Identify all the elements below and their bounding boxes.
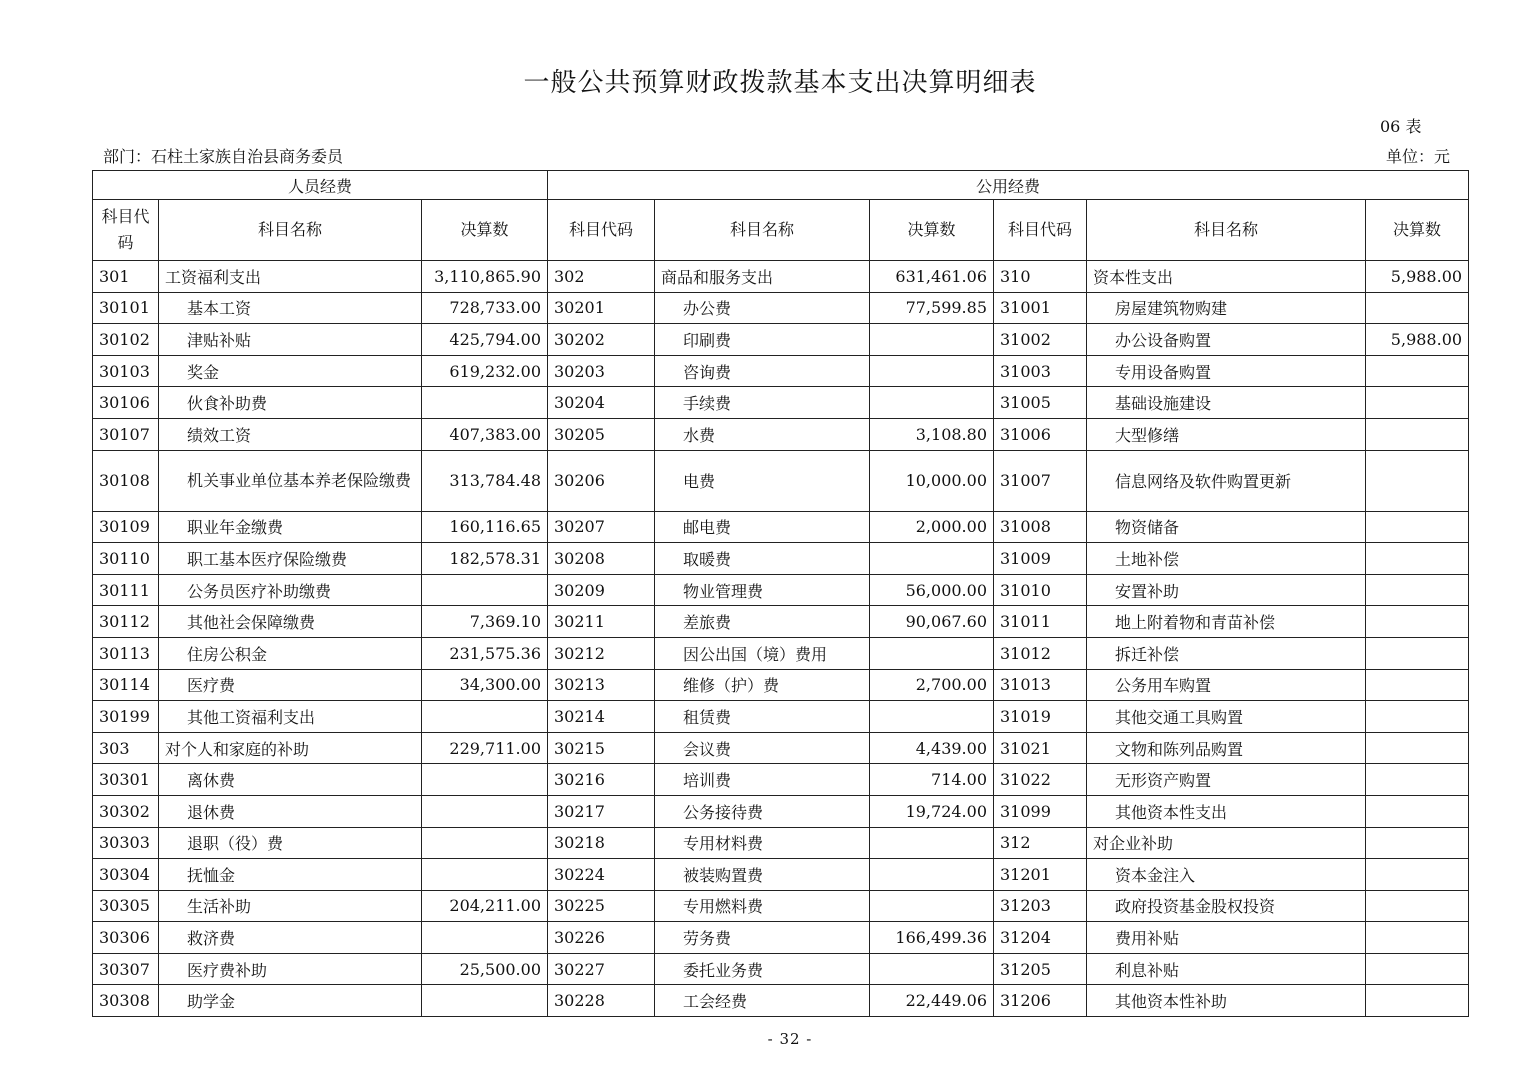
cell-name-a: 其他工资福利支出	[159, 701, 422, 733]
cell-name-c: 房屋建筑物购建	[1087, 292, 1366, 324]
cell-amount-c	[1366, 355, 1469, 387]
cell-code-c: 31206	[994, 985, 1087, 1017]
cell-name-b: 专用燃料费	[655, 890, 870, 922]
cell-code-b: 30215	[548, 732, 655, 764]
table-row	[93, 985, 1469, 1017]
cell-name-c: 资本金注入	[1087, 859, 1366, 891]
cell-code-b: 30205	[548, 418, 655, 450]
cell-code-b: 30218	[548, 827, 655, 859]
cell-code-c: 31008	[994, 511, 1087, 543]
cell-code-a: 30112	[93, 606, 159, 638]
cell-name-a: 奖金	[159, 355, 422, 387]
cell-amount-a: 728,733.00	[422, 292, 548, 324]
cell-name-b: 委托业务费	[655, 953, 870, 985]
cell-code-b: 30227	[548, 953, 655, 985]
cell-amount-b: 3,108.80	[870, 418, 994, 450]
cell-name-c: 大型修缮	[1087, 418, 1366, 450]
cell-amount-b	[870, 701, 994, 733]
cell-code-a: 30307	[93, 953, 159, 985]
cell-amount-a: 407,383.00	[422, 418, 548, 450]
cell-name-a: 退休费	[159, 795, 422, 827]
cell-amount-c	[1366, 669, 1469, 701]
cell-amount-a: 231,575.36	[422, 637, 548, 669]
table-row	[93, 764, 1469, 796]
cell-code-b: 30201	[548, 292, 655, 324]
cell-code-a: 30113	[93, 637, 159, 669]
cell-name-a: 职业年金缴费	[159, 511, 422, 543]
cell-code-b: 30224	[548, 859, 655, 891]
cell-amount-c	[1366, 701, 1469, 733]
cell-code-b: 30228	[548, 985, 655, 1017]
cell-code-b: 30226	[548, 922, 655, 954]
cell-amount-b: 10,000.00	[870, 450, 994, 511]
form-number: 06 表	[1380, 117, 1422, 136]
table-row	[93, 324, 1469, 356]
cell-amount-b: 714.00	[870, 764, 994, 796]
table-row	[93, 387, 1469, 419]
cell-code-a: 30108	[93, 450, 159, 511]
cell-amount-b	[870, 890, 994, 922]
cell-amount-a	[422, 827, 548, 859]
cell-name-b: 专用材料费	[655, 827, 870, 859]
table-row	[93, 827, 1469, 859]
cell-amount-c	[1366, 922, 1469, 954]
cell-name-c: 资本性支出	[1087, 261, 1366, 293]
page-number: - 32 -	[767, 1030, 813, 1048]
cell-amount-c	[1366, 637, 1469, 669]
cell-name-a: 津贴补贴	[159, 324, 422, 356]
cell-amount-b: 56,000.00	[870, 574, 994, 606]
table-row	[93, 606, 1469, 638]
table-row	[93, 859, 1469, 891]
cell-amount-a: 160,116.65	[422, 511, 548, 543]
cell-code-c: 31009	[994, 543, 1087, 575]
cell-amount-a: 204,211.00	[422, 890, 548, 922]
cell-amount-b: 631,461.06	[870, 261, 994, 293]
cell-name-a: 对个人和家庭的补助	[159, 732, 422, 764]
cell-amount-c	[1366, 764, 1469, 796]
cell-amount-b	[870, 324, 994, 356]
cell-name-a: 救济费	[159, 922, 422, 954]
cell-code-b: 30207	[548, 511, 655, 543]
cell-name-c: 无形资产购置	[1087, 764, 1366, 796]
cell-amount-c	[1366, 418, 1469, 450]
unit-label: 单位：元	[1386, 147, 1451, 166]
cell-amount-c	[1366, 953, 1469, 985]
cell-code-c: 312	[994, 827, 1087, 859]
cell-name-b: 工会经费	[655, 985, 870, 1017]
cell-name-c: 安置补助	[1087, 574, 1366, 606]
cell-amount-a: 3,110,865.90	[422, 261, 548, 293]
table-row	[93, 732, 1469, 764]
cell-amount-a: 7,369.10	[422, 606, 548, 638]
cell-code-c: 31022	[994, 764, 1087, 796]
cell-name-b: 印刷费	[655, 324, 870, 356]
table-row	[93, 418, 1469, 450]
table-row	[93, 511, 1469, 543]
cell-code-a: 30306	[93, 922, 159, 954]
cell-amount-b: 4,439.00	[870, 732, 994, 764]
cell-code-a: 30305	[93, 890, 159, 922]
cell-name-c: 基础设施建设	[1087, 387, 1366, 419]
cell-name-a: 机关事业单位基本养老保险缴费	[159, 450, 422, 511]
cell-code-b: 30203	[548, 355, 655, 387]
cell-name-a: 生活补助	[159, 890, 422, 922]
cell-name-b: 劳务费	[655, 922, 870, 954]
cell-code-c: 31021	[994, 732, 1087, 764]
expenditure-table	[92, 170, 1469, 1017]
table-row	[93, 637, 1469, 669]
cell-name-c: 政府投资基金股权投资	[1087, 890, 1366, 922]
table-row	[93, 543, 1469, 575]
cell-amount-c	[1366, 890, 1469, 922]
cell-amount-c	[1366, 859, 1469, 891]
cell-amount-a: 25,500.00	[422, 953, 548, 985]
cell-amount-a	[422, 701, 548, 733]
cell-code-a: 30304	[93, 859, 159, 891]
cell-code-b: 30209	[548, 574, 655, 606]
cell-name-b: 取暖费	[655, 543, 870, 575]
cell-code-c: 31204	[994, 922, 1087, 954]
cell-code-a: 30302	[93, 795, 159, 827]
cell-code-c: 31007	[994, 450, 1087, 511]
cell-amount-a	[422, 764, 548, 796]
cell-name-c: 公务用车购置	[1087, 669, 1366, 701]
cell-amount-c	[1366, 543, 1469, 575]
section-personnel: 人员经费	[93, 171, 548, 200]
cell-amount-b	[870, 827, 994, 859]
cell-name-b: 因公出国（境）费用	[655, 637, 870, 669]
cell-amount-b	[870, 543, 994, 575]
cell-amount-c: 5,988.00	[1366, 324, 1469, 356]
cell-code-a: 30199	[93, 701, 159, 733]
header-amount-b: 决算数	[870, 200, 994, 261]
cell-name-a: 医疗费补助	[159, 953, 422, 985]
cell-name-c: 对企业补助	[1087, 827, 1366, 859]
cell-code-c: 31003	[994, 355, 1087, 387]
cell-amount-a	[422, 387, 548, 419]
cell-name-c: 土地补偿	[1087, 543, 1366, 575]
header-amount-c: 决算数	[1366, 200, 1469, 261]
cell-code-b: 30225	[548, 890, 655, 922]
cell-code-a: 30102	[93, 324, 159, 356]
cell-code-c: 31006	[994, 418, 1087, 450]
cell-amount-a: 34,300.00	[422, 669, 548, 701]
cell-amount-c	[1366, 985, 1469, 1017]
cell-amount-b: 2,000.00	[870, 511, 994, 543]
cell-amount-a	[422, 985, 548, 1017]
header-code-a: 科目代码	[93, 200, 159, 261]
cell-amount-a	[422, 859, 548, 891]
cell-code-a: 30107	[93, 418, 159, 450]
header-name-a: 科目名称	[159, 200, 422, 261]
cell-code-a: 30106	[93, 387, 159, 419]
cell-code-a: 30308	[93, 985, 159, 1017]
header-code-b: 科目代码	[548, 200, 655, 261]
cell-amount-a	[422, 574, 548, 606]
cell-name-c: 利息补贴	[1087, 953, 1366, 985]
cell-amount-b	[870, 355, 994, 387]
table-row	[93, 922, 1469, 954]
cell-code-c: 31019	[994, 701, 1087, 733]
cell-amount-c	[1366, 387, 1469, 419]
cell-name-a: 住房公积金	[159, 637, 422, 669]
cell-name-c: 费用补贴	[1087, 922, 1366, 954]
cell-name-a: 伙食补助费	[159, 387, 422, 419]
cell-amount-b: 19,724.00	[870, 795, 994, 827]
cell-name-c: 拆迁补偿	[1087, 637, 1366, 669]
header-amount-a: 决算数	[422, 200, 548, 261]
cell-name-c: 其他交通工具购置	[1087, 701, 1366, 733]
cell-code-b: 30208	[548, 543, 655, 575]
cell-name-b: 水费	[655, 418, 870, 450]
table-row	[93, 450, 1469, 511]
cell-amount-a: 229,711.00	[422, 732, 548, 764]
table-row	[93, 261, 1469, 293]
cell-code-b: 30211	[548, 606, 655, 638]
cell-amount-b: 77,599.85	[870, 292, 994, 324]
cell-name-a: 绩效工资	[159, 418, 422, 450]
cell-amount-a: 182,578.31	[422, 543, 548, 575]
cell-name-a: 退职（役）费	[159, 827, 422, 859]
cell-name-a: 助学金	[159, 985, 422, 1017]
cell-amount-c	[1366, 795, 1469, 827]
cell-amount-b	[870, 637, 994, 669]
cell-amount-b: 22,449.06	[870, 985, 994, 1017]
cell-name-a: 抚恤金	[159, 859, 422, 891]
cell-code-b: 30213	[548, 669, 655, 701]
cell-amount-c	[1366, 606, 1469, 638]
cell-name-b: 维修（护）费	[655, 669, 870, 701]
cell-name-c: 文物和陈列品购置	[1087, 732, 1366, 764]
cell-code-c: 31002	[994, 324, 1087, 356]
cell-name-c: 办公设备购置	[1087, 324, 1366, 356]
cell-code-c: 31011	[994, 606, 1087, 638]
cell-name-b: 租赁费	[655, 701, 870, 733]
cell-code-c: 31013	[994, 669, 1087, 701]
cell-code-a: 30111	[93, 574, 159, 606]
cell-name-b: 公务接待费	[655, 795, 870, 827]
table-row	[93, 355, 1469, 387]
table-row	[93, 795, 1469, 827]
table-row	[93, 292, 1469, 324]
header-name-b: 科目名称	[655, 200, 870, 261]
cell-name-c: 其他资本性支出	[1087, 795, 1366, 827]
cell-code-b: 30217	[548, 795, 655, 827]
header-name-c: 科目名称	[1087, 200, 1366, 261]
cell-amount-b	[870, 859, 994, 891]
cell-name-b: 被装购置费	[655, 859, 870, 891]
cell-name-b: 培训费	[655, 764, 870, 796]
cell-code-a: 30301	[93, 764, 159, 796]
cell-code-c: 310	[994, 261, 1087, 293]
cell-name-a: 离休费	[159, 764, 422, 796]
cell-name-c: 地上附着物和青苗补偿	[1087, 606, 1366, 638]
cell-amount-c	[1366, 827, 1469, 859]
cell-amount-b: 2,700.00	[870, 669, 994, 701]
cell-name-b: 物业管理费	[655, 574, 870, 606]
cell-amount-a	[422, 795, 548, 827]
cell-code-a: 30303	[93, 827, 159, 859]
cell-code-b: 30204	[548, 387, 655, 419]
cell-name-a: 职工基本医疗保险缴费	[159, 543, 422, 575]
cell-code-c: 31001	[994, 292, 1087, 324]
cell-name-a: 公务员医疗补助缴费	[159, 574, 422, 606]
column-header-row	[93, 200, 1469, 261]
cell-amount-a: 425,794.00	[422, 324, 548, 356]
cell-code-c: 31012	[994, 637, 1087, 669]
cell-amount-c	[1366, 574, 1469, 606]
cell-amount-c	[1366, 511, 1469, 543]
cell-amount-c: 5,988.00	[1366, 261, 1469, 293]
table-row	[93, 669, 1469, 701]
department-label: 部门：石柱土家族自治县商务委员	[103, 147, 344, 166]
cell-code-b: 30216	[548, 764, 655, 796]
cell-amount-b: 90,067.60	[870, 606, 994, 638]
cell-code-b: 30206	[548, 450, 655, 511]
page-title: 一般公共预算财政拨款基本支出决算明细表	[523, 68, 1037, 98]
cell-name-a: 基本工资	[159, 292, 422, 324]
cell-code-c: 31203	[994, 890, 1087, 922]
section-header-row	[93, 171, 1469, 200]
cell-code-b: 302	[548, 261, 655, 293]
cell-code-c: 31010	[994, 574, 1087, 606]
cell-code-a: 301	[93, 261, 159, 293]
cell-name-c: 专用设备购置	[1087, 355, 1366, 387]
cell-code-c: 31099	[994, 795, 1087, 827]
cell-code-b: 30214	[548, 701, 655, 733]
cell-name-c: 其他资本性补助	[1087, 985, 1366, 1017]
cell-name-b: 咨询费	[655, 355, 870, 387]
cell-amount-c	[1366, 450, 1469, 511]
cell-name-c: 物资储备	[1087, 511, 1366, 543]
cell-amount-c	[1366, 732, 1469, 764]
cell-amount-c	[1366, 292, 1469, 324]
cell-code-c: 31205	[994, 953, 1087, 985]
cell-name-a: 其他社会保障缴费	[159, 606, 422, 638]
cell-name-b: 手续费	[655, 387, 870, 419]
cell-name-b: 邮电费	[655, 511, 870, 543]
cell-code-c: 31201	[994, 859, 1087, 891]
section-public: 公用经费	[548, 171, 1469, 200]
cell-amount-a: 313,784.48	[422, 450, 548, 511]
cell-name-b: 办公费	[655, 292, 870, 324]
cell-amount-a: 619,232.00	[422, 355, 548, 387]
cell-name-b: 商品和服务支出	[655, 261, 870, 293]
table-row	[93, 953, 1469, 985]
cell-name-c: 信息网络及软件购置更新	[1087, 450, 1366, 511]
cell-amount-a	[422, 922, 548, 954]
header-code-c: 科目代码	[994, 200, 1087, 261]
cell-amount-b	[870, 953, 994, 985]
cell-name-b: 会议费	[655, 732, 870, 764]
cell-code-a: 30110	[93, 543, 159, 575]
cell-name-b: 差旅费	[655, 606, 870, 638]
cell-code-a: 30109	[93, 511, 159, 543]
cell-code-c: 31005	[994, 387, 1087, 419]
table-row	[93, 574, 1469, 606]
cell-name-a: 工资福利支出	[159, 261, 422, 293]
cell-code-a: 30103	[93, 355, 159, 387]
cell-code-a: 30101	[93, 292, 159, 324]
table-row	[93, 890, 1469, 922]
cell-code-a: 30114	[93, 669, 159, 701]
cell-name-b: 电费	[655, 450, 870, 511]
cell-amount-b	[870, 387, 994, 419]
cell-code-b: 30202	[548, 324, 655, 356]
cell-name-a: 医疗费	[159, 669, 422, 701]
cell-amount-b: 166,499.36	[870, 922, 994, 954]
cell-code-b: 30212	[548, 637, 655, 669]
table-row	[93, 701, 1469, 733]
cell-code-a: 303	[93, 732, 159, 764]
